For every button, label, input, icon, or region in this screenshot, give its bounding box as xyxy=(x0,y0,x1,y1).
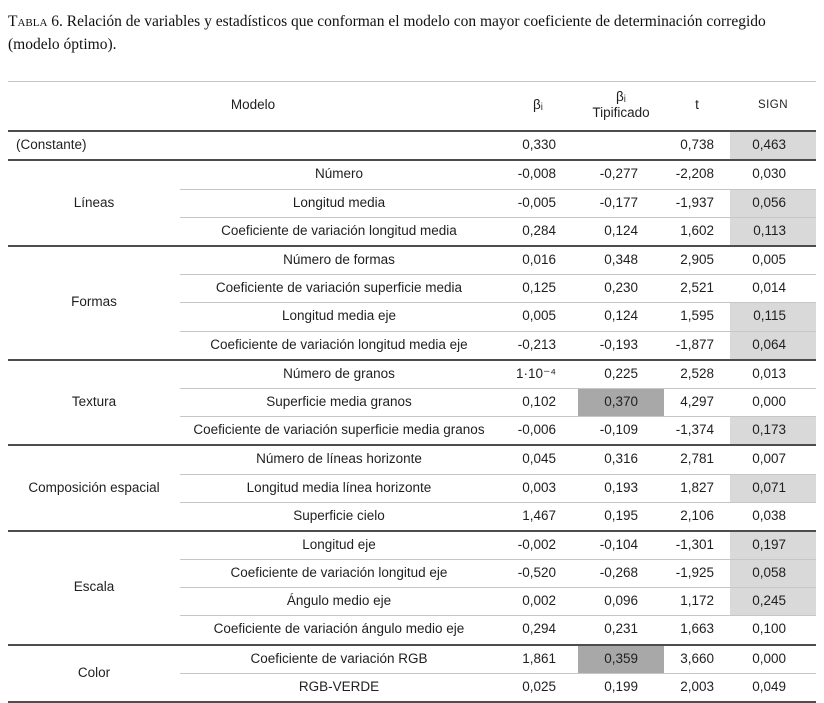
beta-cell: 0,102 xyxy=(498,388,578,416)
variable-cell: Número xyxy=(180,160,498,189)
t-cell: 0,738 xyxy=(664,131,730,160)
sign-cell: 0,058 xyxy=(730,560,816,588)
header-beta-tip-line2: Tipificado xyxy=(592,105,649,120)
beta-cell: 0,284 xyxy=(498,217,578,246)
beta-tip-cell: 0,231 xyxy=(578,616,664,645)
variable-cell: Coeficiente de variación superficie media granos xyxy=(180,417,498,446)
table-group xyxy=(8,645,816,702)
table-group xyxy=(8,246,816,360)
results-table xyxy=(8,81,816,703)
table-group xyxy=(8,160,816,246)
variable-cell: Coeficiente de variación longitud media eje xyxy=(180,331,498,360)
header-beta: βᵢ xyxy=(498,81,578,131)
variable-cell: Número de líneas horizonte xyxy=(180,445,498,474)
beta-tip-cell: 0,193 xyxy=(578,474,664,502)
t-cell: 1,602 xyxy=(664,217,730,246)
t-cell: 2,521 xyxy=(664,275,730,303)
sign-cell: 0,007 xyxy=(730,445,816,474)
beta-tip-cell: -0,177 xyxy=(578,189,664,217)
beta-cell: 0,330 xyxy=(498,131,578,160)
sign-cell: 0,115 xyxy=(730,303,816,331)
table-row xyxy=(8,160,816,189)
beta-cell: 0,294 xyxy=(498,616,578,645)
t-cell: 1,663 xyxy=(664,616,730,645)
t-cell: -1,925 xyxy=(664,560,730,588)
sign-cell: 0,014 xyxy=(730,275,816,303)
variable-cell: Coeficiente de variación longitud eje xyxy=(180,560,498,588)
beta-tip-cell: 0,370 xyxy=(578,388,664,416)
variable-cell: Longitud eje xyxy=(180,531,498,560)
beta-cell: 0,016 xyxy=(498,246,578,275)
t-cell: 1,595 xyxy=(664,303,730,331)
group-name-cell: Escala xyxy=(8,531,180,645)
variable-cell: Longitud media eje xyxy=(180,303,498,331)
sign-cell: 0,000 xyxy=(730,645,816,674)
t-cell: 2,781 xyxy=(664,445,730,474)
sign-cell: 0,000 xyxy=(730,388,816,416)
beta-cell: 1·10⁻⁴ xyxy=(498,360,578,389)
beta-cell: 0,025 xyxy=(498,673,578,702)
table-header-row xyxy=(8,81,816,131)
beta-tip-cell: -0,268 xyxy=(578,560,664,588)
t-cell: 2,905 xyxy=(664,246,730,275)
t-cell: 1,827 xyxy=(664,474,730,502)
table-row xyxy=(8,531,816,560)
beta-tip-cell: 0,316 xyxy=(578,445,664,474)
table-row xyxy=(8,360,816,389)
beta-tip-cell: 0,225 xyxy=(578,360,664,389)
beta-tip-cell: -0,277 xyxy=(578,160,664,189)
sign-cell: 0,245 xyxy=(730,588,816,616)
variable-cell: Longitud media línea horizonte xyxy=(180,474,498,502)
header-beta-tip-line1: βᵢ xyxy=(616,89,626,104)
variable-cell: Coeficiente de variación RGB xyxy=(180,645,498,674)
variable-cell: Longitud media xyxy=(180,189,498,217)
beta-tip-cell xyxy=(578,131,664,160)
t-cell: 2,106 xyxy=(664,502,730,531)
t-cell: 2,003 xyxy=(664,673,730,702)
header-modelo: Modelo xyxy=(8,81,498,131)
beta-cell: 0,045 xyxy=(498,445,578,474)
beta-tip-cell: 0,124 xyxy=(578,303,664,331)
beta-tip-cell: -0,104 xyxy=(578,531,664,560)
table-row xyxy=(8,645,816,674)
table-group xyxy=(8,445,816,531)
beta-tip-cell: 0,096 xyxy=(578,588,664,616)
beta-cell: -0,213 xyxy=(498,331,578,360)
beta-tip-cell: 0,124 xyxy=(578,217,664,246)
sign-cell: 0,197 xyxy=(730,531,816,560)
header-sign: SIGN xyxy=(730,81,816,131)
variable-cell: Coeficiente de variación ángulo medio eje xyxy=(180,616,498,645)
sign-cell: 0,038 xyxy=(730,502,816,531)
variable-cell: Ángulo medio eje xyxy=(180,588,498,616)
table-caption xyxy=(8,10,816,57)
t-cell: -1,301 xyxy=(664,531,730,560)
caption-label: Tabla 6. xyxy=(8,13,63,30)
variable-cell: Número de formas xyxy=(180,246,498,275)
variable-cell: Coeficiente de variación longitud media xyxy=(180,217,498,246)
variable-cell: Coeficiente de variación superficie media xyxy=(180,275,498,303)
group-name-cell: Formas xyxy=(8,246,180,360)
t-cell: -1,877 xyxy=(664,331,730,360)
t-cell: -2,208 xyxy=(664,160,730,189)
beta-cell: 0,125 xyxy=(498,275,578,303)
header-t: t xyxy=(664,81,730,131)
beta-tip-cell: 0,359 xyxy=(578,645,664,674)
sign-cell: 0,463 xyxy=(730,131,816,160)
beta-tip-cell: -0,193 xyxy=(578,331,664,360)
beta-cell: 1,467 xyxy=(498,502,578,531)
beta-cell: -0,008 xyxy=(498,160,578,189)
sign-cell: 0,100 xyxy=(730,616,816,645)
group-name-cell: (Constante) xyxy=(8,131,498,160)
variable-cell: Superficie cielo xyxy=(180,502,498,531)
variable-cell: Número de granos xyxy=(180,360,498,389)
table-row xyxy=(8,246,816,275)
beta-cell: 0,002 xyxy=(498,588,578,616)
beta-tip-cell: -0,109 xyxy=(578,417,664,446)
sign-cell: 0,071 xyxy=(730,474,816,502)
beta-tip-cell: 0,199 xyxy=(578,673,664,702)
table-group xyxy=(8,360,816,446)
table-row xyxy=(8,131,816,160)
sign-cell: 0,056 xyxy=(730,189,816,217)
beta-tip-cell: 0,230 xyxy=(578,275,664,303)
sign-cell: 0,173 xyxy=(730,417,816,446)
variable-cell: RGB-VERDE xyxy=(180,673,498,702)
beta-cell: -0,005 xyxy=(498,189,578,217)
t-cell: -1,374 xyxy=(664,417,730,446)
group-name-cell: Color xyxy=(8,645,180,702)
table-group xyxy=(8,131,816,160)
sign-cell: 0,113 xyxy=(730,217,816,246)
sign-cell: 0,005 xyxy=(730,246,816,275)
variable-cell: Superficie media granos xyxy=(180,388,498,416)
t-cell: 4,297 xyxy=(664,388,730,416)
sign-cell: 0,013 xyxy=(730,360,816,389)
caption-text: Relación de variables y estadísticos que conforman el modelo con mayor coeficiente de determinación corregido (modelo óptimo). xyxy=(8,13,766,53)
t-cell: 1,172 xyxy=(664,588,730,616)
sign-cell: 0,049 xyxy=(730,673,816,702)
sign-cell: 0,030 xyxy=(730,160,816,189)
table-row xyxy=(8,445,816,474)
beta-tip-cell: 0,348 xyxy=(578,246,664,275)
header-beta-tipificado xyxy=(578,81,664,131)
beta-cell: 1,861 xyxy=(498,645,578,674)
group-name-cell: Composición espacial xyxy=(8,445,180,531)
sign-cell: 0,064 xyxy=(730,331,816,360)
beta-cell: -0,520 xyxy=(498,560,578,588)
t-cell: 3,660 xyxy=(664,645,730,674)
beta-tip-cell: 0,195 xyxy=(578,502,664,531)
beta-cell: 0,003 xyxy=(498,474,578,502)
beta-cell: 0,005 xyxy=(498,303,578,331)
beta-cell: -0,002 xyxy=(498,531,578,560)
table-group xyxy=(8,531,816,645)
t-cell: 2,528 xyxy=(664,360,730,389)
group-name-cell: Textura xyxy=(8,360,180,446)
beta-cell: -0,006 xyxy=(498,417,578,446)
group-name-cell: Líneas xyxy=(8,160,180,246)
t-cell: -1,937 xyxy=(664,189,730,217)
